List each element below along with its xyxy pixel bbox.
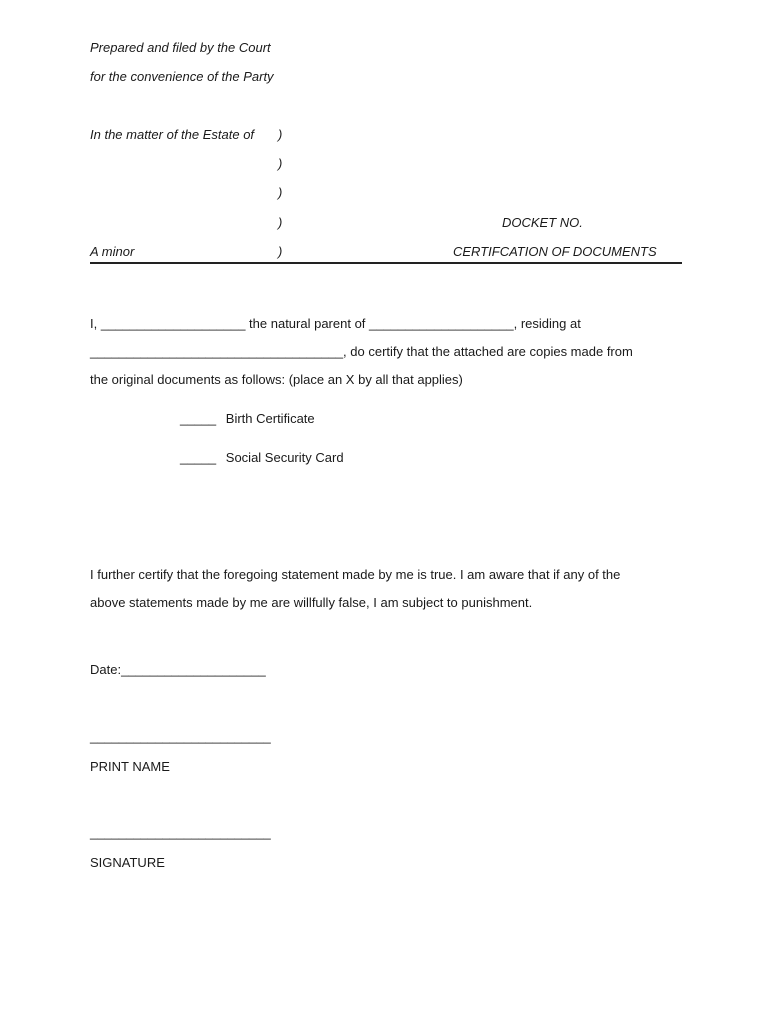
option-blank: _____: [180, 411, 217, 426]
parent-statement-line2: ___________________________________, do certify that the attached are copies made from: [90, 344, 633, 359]
caption-paren: ): [278, 244, 283, 259]
option-blank: _____: [180, 450, 217, 465]
certification-line2: above statements made by me are willfully false, I am subject to punishment.: [90, 595, 533, 610]
birth-certificate-option: [180, 411, 315, 426]
minor-label: A minor: [90, 244, 135, 259]
convenience-line: for the convenience of the Party: [90, 69, 274, 84]
caption-paren: ): [278, 127, 283, 142]
print-name-label: PRINT NAME: [90, 759, 170, 774]
option-label: Birth Certificate: [225, 411, 315, 426]
document-title: CERTIFCATION OF DOCUMENTS: [453, 244, 657, 259]
prepared-by-line: Prepared and filed by the Court: [90, 40, 271, 55]
parent-statement-line3: the original documents as follows: (place an X by all that applies): [90, 372, 463, 387]
docket-label: DOCKET NO.: [502, 215, 583, 230]
signature-label: SIGNATURE: [90, 855, 165, 870]
caption-paren: ): [278, 185, 283, 200]
social-security-option: [180, 450, 344, 465]
print-name-line: _________________________: [90, 729, 271, 744]
signature-line: _________________________: [90, 825, 271, 840]
parent-statement-line1: I, ____________________ the natural parent of ____________________, residing at: [90, 316, 581, 331]
certification-line1: I further certify that the foregoing statement made by me is true. I am aware that if any of the: [90, 567, 621, 582]
estate-label: In the matter of the Estate of: [90, 127, 255, 142]
caption-paren: ): [278, 215, 283, 230]
caption-divider: [90, 262, 682, 264]
caption-paren: ): [278, 156, 283, 171]
date-field: Date:____________________: [90, 662, 266, 677]
option-label: Social Security Card: [225, 450, 344, 465]
